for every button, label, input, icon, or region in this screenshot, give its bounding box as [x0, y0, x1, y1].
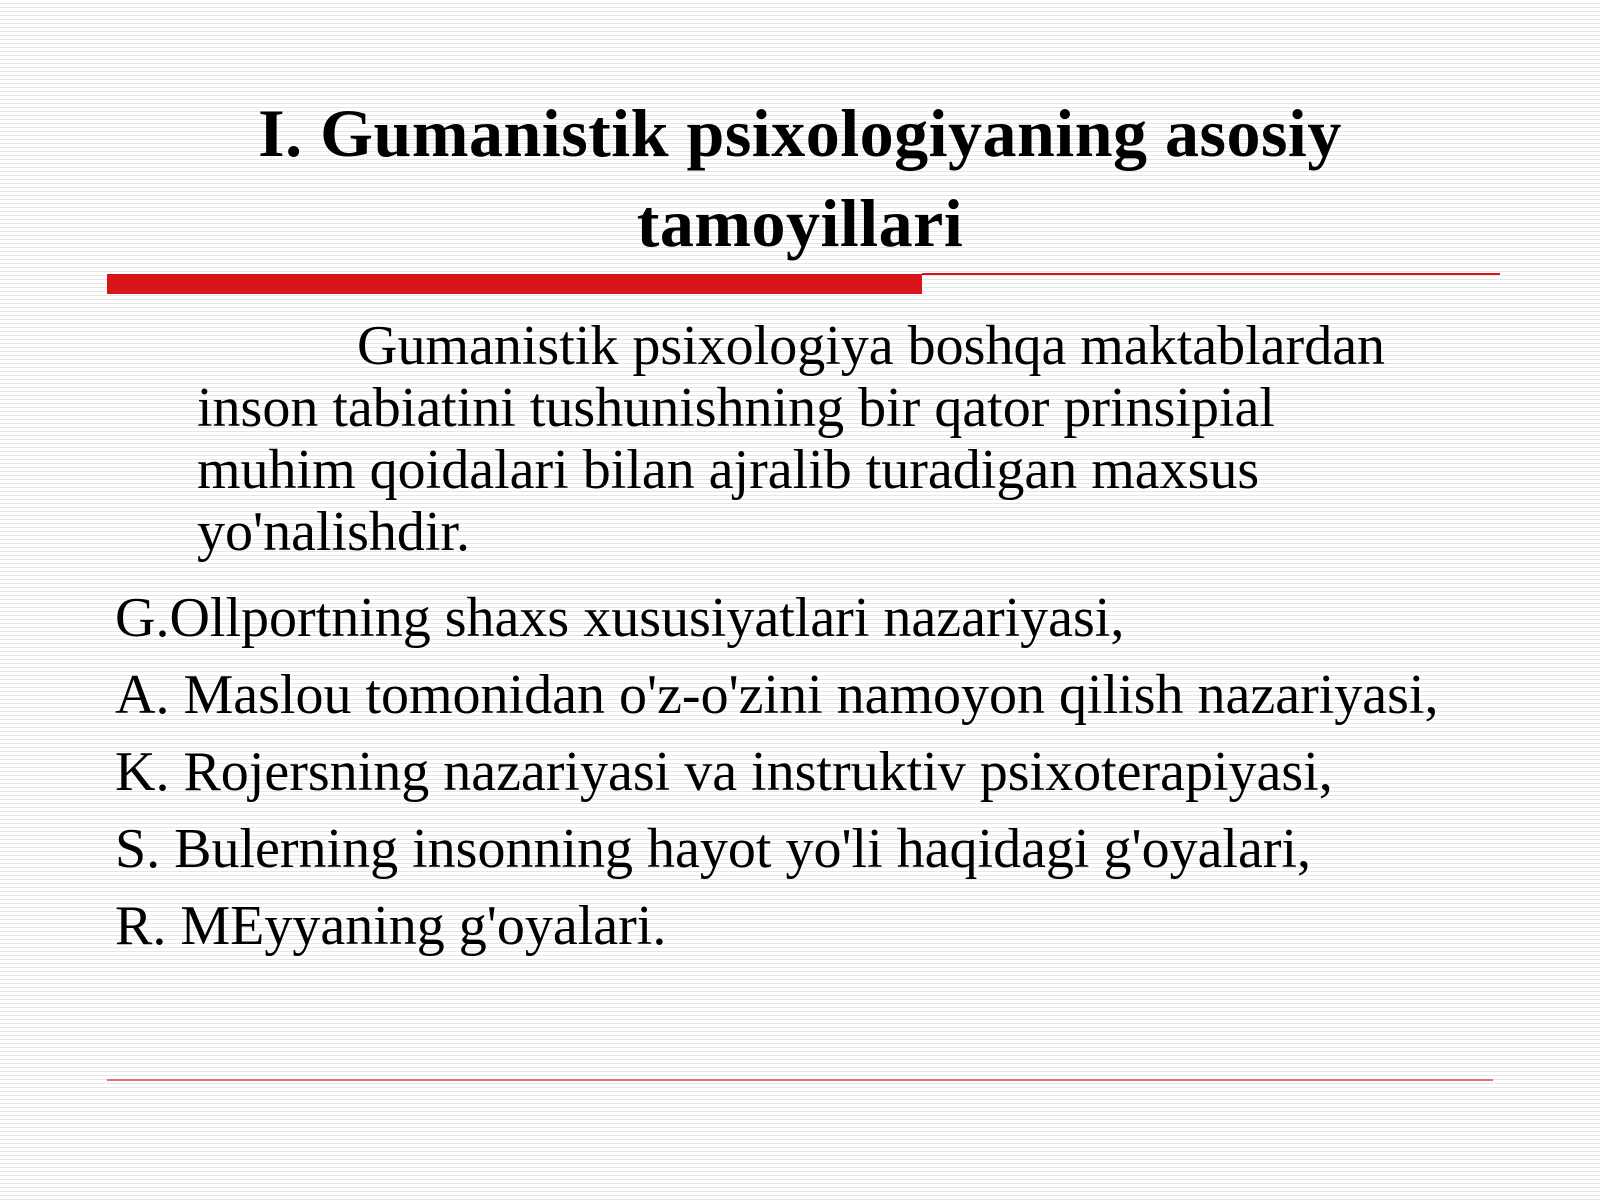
- slide-title: I. Gumanistik psixologiyaning asosiy tamoyillari: [258, 95, 1342, 261]
- list-item: G.Ollportning shaxs xususiyatlari nazariyasi,: [115, 587, 1125, 649]
- list-item: S. Bulerning insonning hayot yo'li haqidagi g'oyalari,: [115, 818, 1312, 880]
- footer-divider: [107, 1079, 1493, 1081]
- theory-list: [115, 580, 1575, 965]
- list-item: R. MEyyaning g'oyalari.: [115, 895, 667, 957]
- list-item: K. Rojersning nazariyasi va instruktiv psixoterapiyasi,: [115, 741, 1333, 803]
- list-item: A. Maslou tomonidan o'z-o'zini namoyon qilish nazariyasi,: [115, 664, 1439, 726]
- title-underline-thin: [922, 273, 1500, 275]
- title-underline-thick: [107, 274, 922, 294]
- intro-paragraph: Gumanistik psixologiya boshqa maktablardan inson tabiatini tushunishning bir qator prinsipial muhim qoidalari bilan ajralib turadigan maxsus yo'nalishdir.: [197, 315, 1386, 563]
